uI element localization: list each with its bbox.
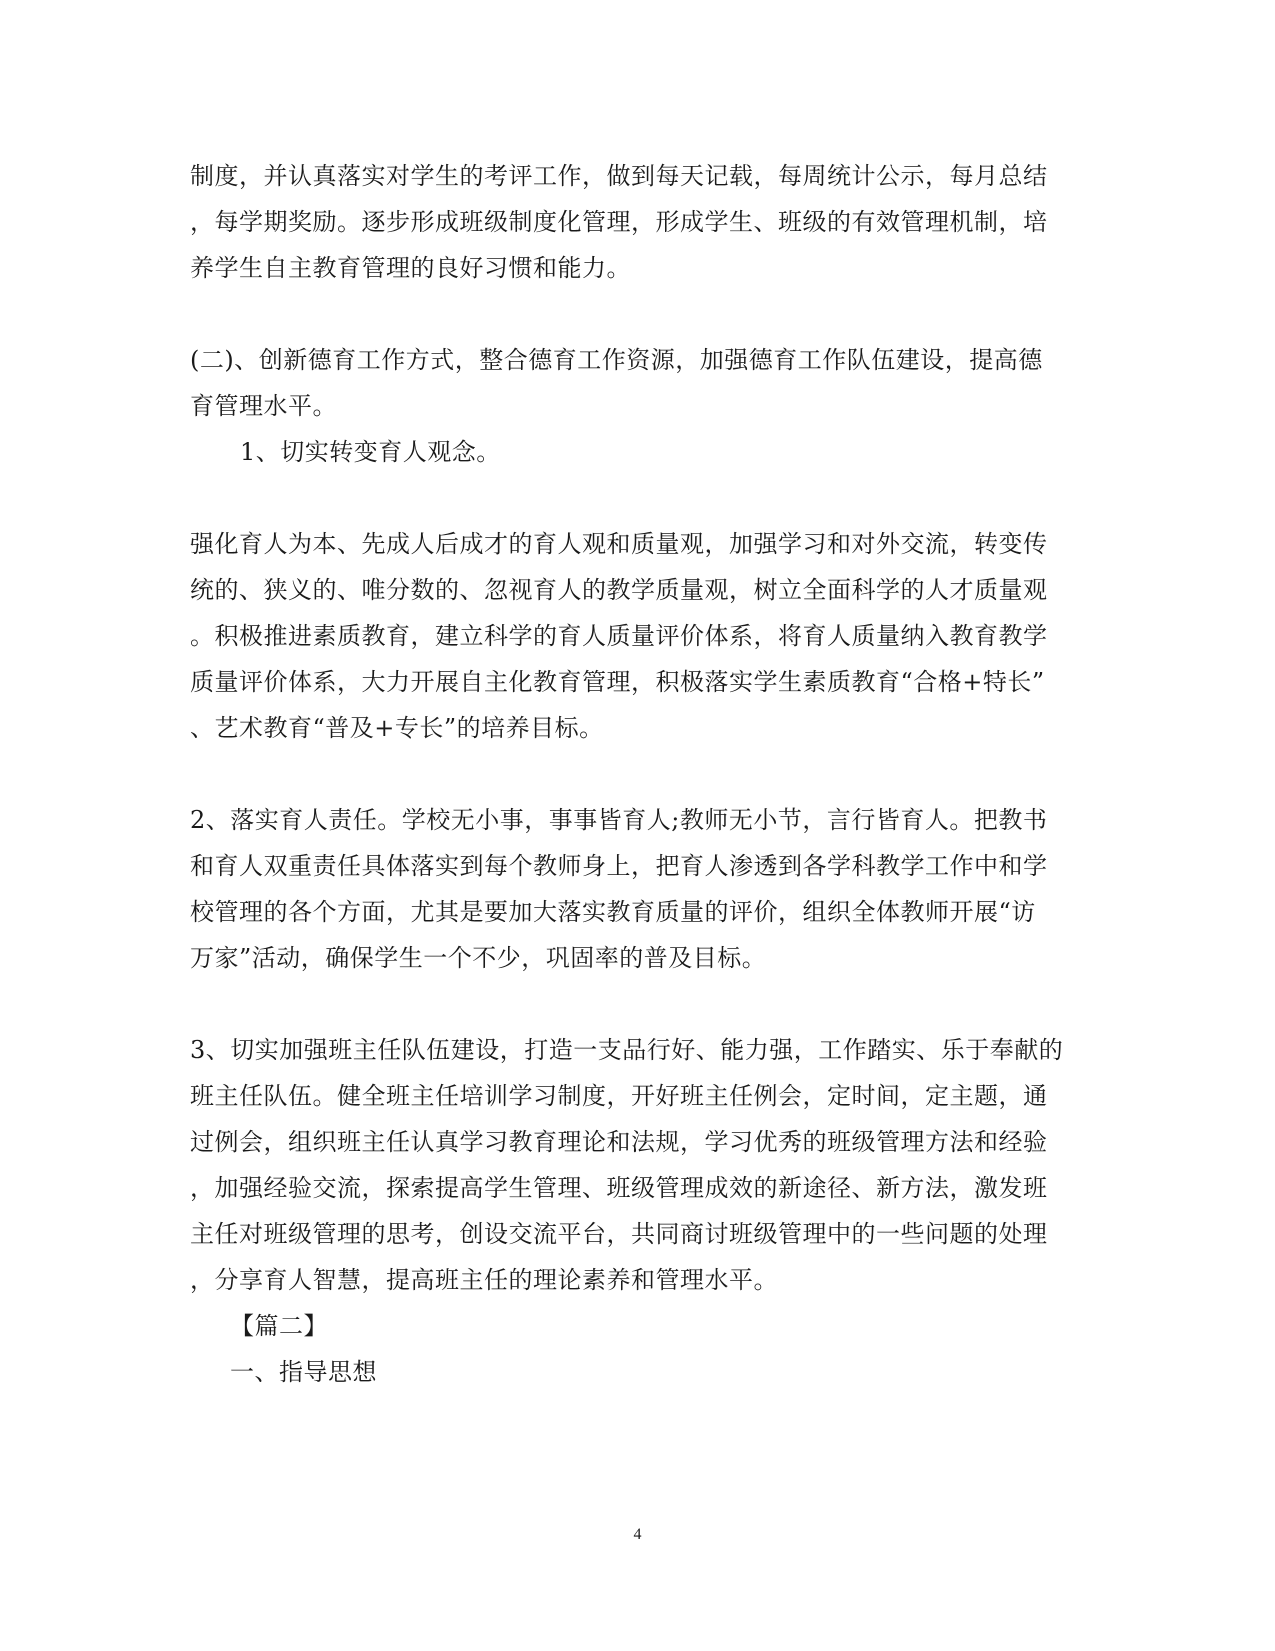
text-line: 和育人双重责任具体落实到每个教师身上，把育人渗透到各学科教学工作中和学	[190, 852, 1048, 880]
text-line: 2、落实育人责任。学校无小事，事事皆育人;教师无小节，言行皆育人。把教书	[190, 806, 1048, 834]
part-heading: 【篇二】	[230, 1312, 328, 1340]
text-line: 统的、狭义的、唯分数的、忽视育人的教学质量观，树立全面科学的人才质量观	[190, 576, 1048, 604]
text-line: 万家”活动，确保学生一个不少，巩固率的普及目标。	[190, 944, 767, 972]
text-line: 养学生自主教育管理的良好习惯和能力。	[190, 254, 631, 282]
text-line: 强化育人为本、先成人后成才的育人观和质量观，加强学习和对外交流，转变传	[190, 530, 1048, 558]
text-line: 班主任队伍。健全班主任培训学习制度，开好班主任例会，定时间，定主题，通	[190, 1082, 1048, 1110]
subheading: 一、指导思想	[230, 1358, 377, 1386]
section-heading: (二)、创新德育工作方式，整合德育工作资源，加强德育工作队伍建设，提高德	[190, 346, 1043, 374]
text-line: ，每学期奖励。逐步形成班级制度化管理，形成学生、班级的有效管理机制，培	[190, 208, 1048, 236]
text-line: 3、切实加强班主任队伍建设，打造一支品行好、能力强，工作踏实、乐于奉献的	[190, 1036, 1064, 1064]
text-line: ，分享育人智慧，提高班主任的理论素养和管理水平。	[190, 1266, 778, 1294]
page-number: 4	[633, 1526, 642, 1543]
text-line: 。积极推进素质教育，建立科学的育人质量评价体系，将育人质量纳入教育教学	[190, 622, 1048, 650]
text-line: 过例会，组织班主任认真学习教育理论和法规，学习优秀的班级管理方法和经验	[190, 1128, 1048, 1156]
text-line: 主任对班级管理的思考，创设交流平台，共同商讨班级管理中的一些问题的处理	[190, 1220, 1048, 1248]
subheading: 1、切实转变育人观念。	[240, 438, 501, 466]
text-line: 育管理水平。	[190, 392, 337, 420]
text-line: 、艺术教育“普及+专长”的培养目标。	[190, 714, 604, 742]
text-line: 制度，并认真落实对学生的考评工作，做到每天记载，每周统计公示，每月总结	[190, 162, 1048, 190]
text-line: 校管理的各个方面，尤其是要加大落实教育质量的评价，组织全体教师开展“访	[190, 898, 1036, 926]
text-line: 质量评价体系，大力开展自主化教育管理，积极落实学生素质教育“合格+特长”	[190, 668, 1045, 696]
text-line: ，加强经验交流，探索提高学生管理、班级管理成效的新途径、新方法，激发班	[190, 1174, 1048, 1202]
